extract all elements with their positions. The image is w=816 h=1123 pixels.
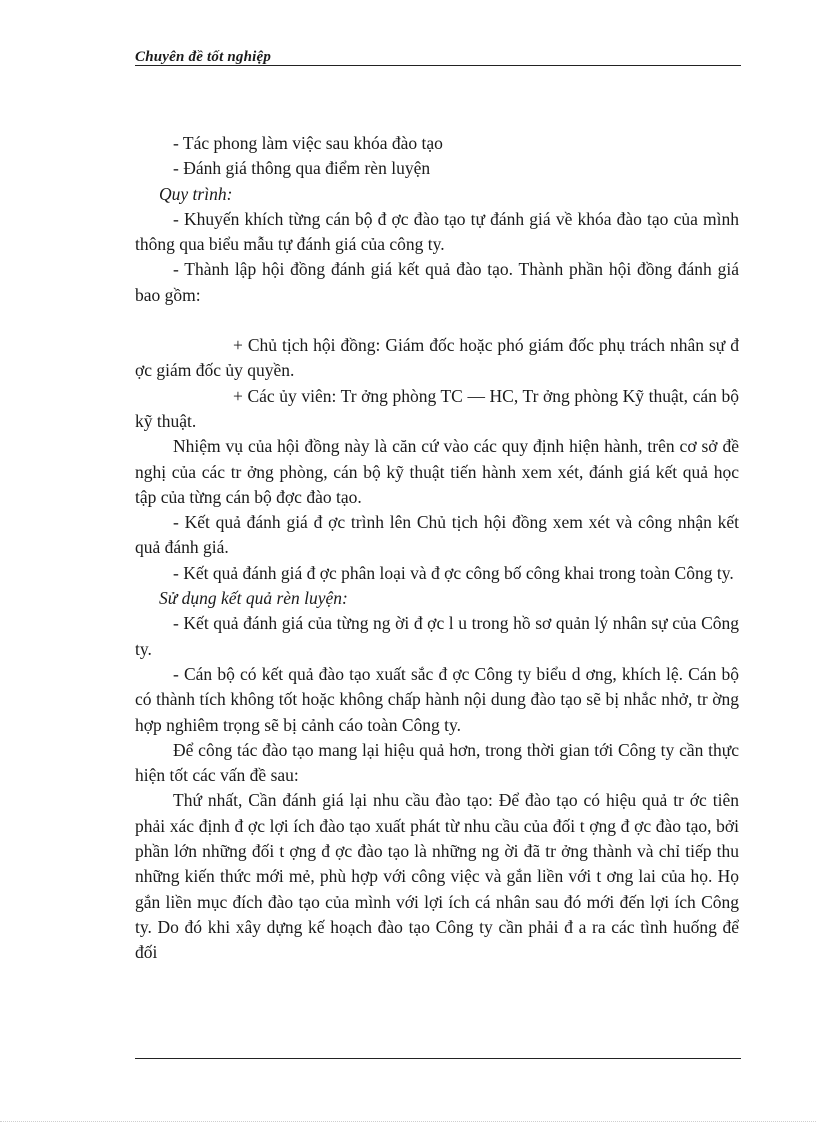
header-title: Chuyên đề tốt nghiệp — [135, 49, 272, 65]
paragraph: + Chủ tịch hội đồng: Giám đốc hoặc phó giám đốc phụ trách nhân sự đ ợc giám đốc ủy quyền. — [135, 335, 739, 381]
paragraph: Nhiệm vụ của hội đồng này là căn cứ vào các quy định hiện hành, trên cơ sở đề nghị của các tr ởng phòng, cán bộ kỹ thuật tiến hành xem xét, đánh giá kết quả học tập của từng cán bộ đợc đào tạo. — [135, 436, 739, 507]
paragraph: - Khuyến khích từng cán bộ đ ợc đào tạo tự đánh giá về khóa đào tạo của mình thông qua biểu mẫu tự đánh giá của công ty. — [135, 208, 739, 255]
paragraph: - Tác phong làm việc sau khóa đào tạo — [173, 133, 443, 153]
section-heading: Sử dụng kết quả rèn luyện: — [159, 588, 348, 609]
paragraph: - Kết quả đánh giá đ ợc trình lên Chủ tịch hội đồng xem xét và công nhận kết quả đánh giá. — [135, 512, 739, 558]
paragraph: Để công tác đào tạo mang lại hiệu quả hơn, trong thời gian tới Công ty cần thực hiện tốt các vấn đề sau: — [135, 739, 739, 786]
page-header — [135, 47, 741, 66]
paragraph: - Đánh giá thông qua điểm rèn luyện — [173, 158, 431, 179]
paragraph: - Kết quả đánh giá đ ợc phân loại và đ ợc công bố công khai trong toàn Công ty. — [173, 562, 734, 583]
paragraph: - Thành lập hội đồng đánh giá kết quả đào tạo. Thành phần hội đồng đánh giá bao gồm: — [135, 259, 739, 305]
paragraph: - Kết quả đánh giá của từng ng ời đ ợc l u trong hồ sơ quản lý nhân sự của Công ty. — [135, 613, 739, 659]
paragraph: + Các ủy viên: Tr ởng phòng TC — HC, Tr ởng phòng Kỹ thuật, cán bộ kỹ thuật. — [135, 385, 739, 431]
document-body — [135, 131, 739, 966]
section-heading: Quy trình: — [159, 183, 233, 204]
paragraph: - Cán bộ có kết quả đào tạo xuất sắc đ ợc Công ty biểu d ơng, khích lệ. Cán bộ có thành tích không tốt hoặc không chấp hành nội dung đào tạo sẽ bị nhắc nhở, tr ờng hợp nghiêm trọng sẽ bị cảnh cáo toàn Công ty. — [135, 663, 739, 735]
paragraph: Thứ nhất, Cần đánh giá lại nhu cầu đào tạo: Để đào tạo có hiệu quả tr ớc tiên phải xác định đ ợc lợi ích đào tạo xuất phát từ nhu cầu của đối t ợng đ ợc đào tạo, bởi phần lớn những đối t ợng đ ợc đào tạo là những ng ời đã tr ởng thành và chỉ tiếp thu những kiến thức mới mẻ, phù hợp với công việc và gắn liền với t ơng lai của họ. Họ gắn liền mục đích đào tạo của mình với lợi ích cá nhân sau đó mới đến lợi ích Công ty. Do đó khi xây dựng kế hoạch đào tạo Công ty cần phải đ a ra các tình huống để đối — [135, 790, 739, 963]
footer-rule — [135, 1058, 741, 1059]
page-bottom-edge — [0, 1121, 816, 1122]
spacer — [135, 308, 739, 333]
